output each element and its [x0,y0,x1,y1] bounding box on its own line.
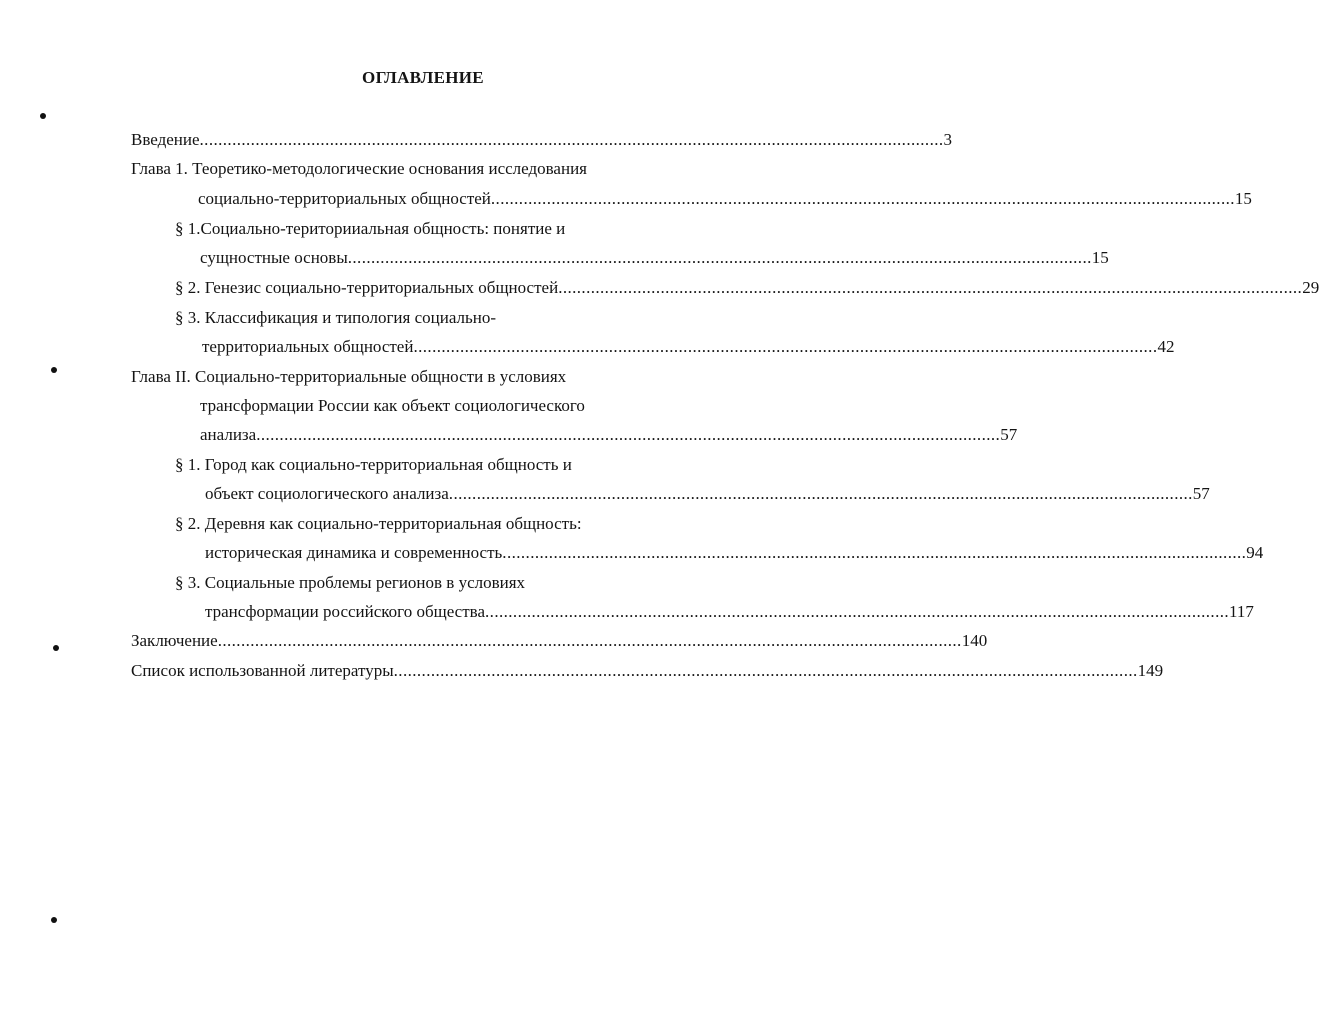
toc-page-number: 94 [1246,543,1264,562]
toc-entry-chapter-2-cont-2 [200,425,1018,445]
toc-entry-title: объект социологического анализа [205,484,449,503]
dot-leader: ................................................................................................................................................................ [558,278,1303,297]
toc-page-number: 29 [1302,278,1319,297]
toc-entry-section-2-2: § 2. Деревня как социально-территориальная общность: [175,514,582,533]
toc-page-number: 15 [1234,189,1252,208]
toc-entry-chapter-2: Глава II. Социально-территориальные общности в условиях [131,367,567,386]
dot-leader: ................................................................................................................................................................ [393,661,1138,680]
toc-page-number: 57 [1000,425,1018,444]
toc-entry-title: социально-территориальных общностей [198,189,491,208]
toc-entry-title: историческая динамика и современность [205,543,503,562]
dot-leader: ................................................................................................................................................................ [490,189,1235,208]
toc-entry-section-2-3: § 3. Социальные проблемы регионов в условиях [175,573,526,592]
scan-bullet-mark [53,645,59,651]
toc-entry-conclusion [131,631,988,651]
toc-page-number: 117 [1229,602,1254,621]
toc-entry-title: территориальных общностей [202,337,414,356]
toc-page-number: 42 [1157,337,1175,356]
toc-page-number: 15 [1091,248,1109,267]
toc-entry-section-2-3-cont [205,602,1254,622]
toc-entry-intro [131,130,953,150]
toc-entry-chapter-1: Глава 1. Теоретико-методологические основания исследования [131,159,587,178]
dot-leader: ................................................................................................................................................................ [256,425,1001,444]
scan-bullet-mark [51,367,57,373]
toc-entry-section-2-1-cont [205,484,1210,504]
dot-leader: ................................................................................................................................................................ [199,130,944,149]
page-title: ОГЛАВЛЕНИЕ [362,68,484,87]
toc-entry-title: Введение [131,130,200,149]
toc-entry-section-1-2 [175,278,1319,298]
toc-page-number: 3 [943,130,953,149]
toc-page-number: 140 [961,631,988,650]
dot-leader: ................................................................................................................................................................ [448,484,1193,503]
toc-entry-title: анализа [200,425,257,444]
toc-entry-title: трансформации российского общества [205,602,486,621]
dot-leader: ................................................................................................................................................................ [347,248,1092,267]
toc-entry-title: § 2. Генезис социально-территориальных общностей [175,278,559,297]
dot-leader: ................................................................................................................................................................ [485,602,1230,621]
toc-entry-title: сущностные основы [200,248,348,267]
toc-entry-chapter-1-cont [198,189,1252,209]
toc-entry-section-2-2-cont [205,543,1264,563]
toc-page-number: 149 [1137,661,1164,680]
toc-entry-section-1-1: § 1.Социально-територииальная общность: понятие и [175,219,566,238]
toc-entry-title: Заключение [131,631,218,650]
toc-entry-bibliography [131,661,1164,681]
toc-entry-title: Список использованной литературы [131,661,394,680]
scan-bullet-mark [40,113,46,119]
toc-entry-section-1-3: § 3. Классификация и типология социально- [175,308,497,327]
toc-entry-chapter-2-cont: трансформации России как объект социологического [200,396,585,415]
toc-page-number: 57 [1192,484,1210,503]
toc-entry-section-2-1: § 1. Город как социально-территориальная общность и [175,455,572,474]
dot-leader: ................................................................................................................................................................ [413,337,1158,356]
dot-leader: ................................................................................................................................................................ [217,631,962,650]
dot-leader: ................................................................................................................................................................ [502,543,1247,562]
toc-entry-section-1-1-cont [200,248,1109,268]
scan-bullet-mark [51,917,57,923]
toc-entry-section-1-3-cont [202,337,1175,357]
